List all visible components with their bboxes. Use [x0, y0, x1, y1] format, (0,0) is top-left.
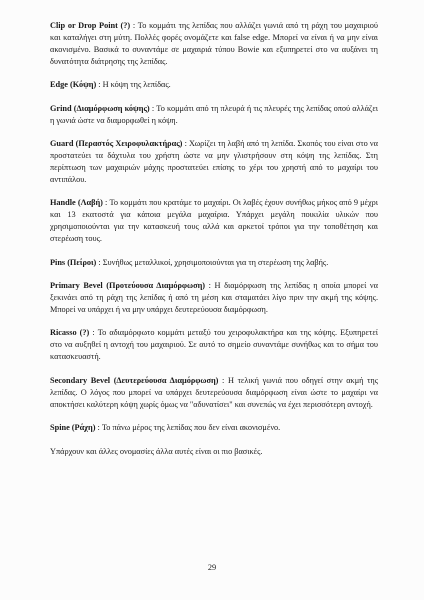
glossary-term: Spine (Ράχη) [50, 423, 96, 432]
glossary-definition: : Το κομμάτι της λεπίδας που αλλάζει γωνιά από τη ράχη του μαχαιριού και καταλήγει στη μύτη. Πολλές φορές ονομάζετε και false edge. Μπορεί να είναι ή να μην είναι ακονισμένο. Βασικά το συναντάμε σε μαχαιριά τύπου Bowie και εξυπηρετεί στο να αυξάνει τη δυνατότητα διάτρησης της λεπίδας. [50, 21, 378, 66]
glossary-term: Edge (Κόψη) [50, 80, 97, 90]
glossary-definition: : Συνήθως μεταλλικοί, χρησιμοποιούνται για τη στερέωση της λαβής. [96, 257, 329, 267]
glossary-content [50, 20, 378, 469]
glossary-definition: : Το κομμάτι που κρατάμε το μαχαίρι. Οι λαβές έχουν συνήθως μήκος από 9 μέχρι και 13 εκατοστά για κάποια μεγάλα μαχαίρια. Υπάρχει μεγάλη ποικιλία υλικών που χρησιμοποιούνται για την κατασκευή τους αλλά και αρκετοί τρόποι για την τοποθέτηση και στερέωση τους. [50, 198, 379, 244]
glossary-entry-guard [50, 138, 378, 186]
closing-paragraph: Υπάρχουν και άλλες ονομασίες άλλα αυτές είναι οι πιο βασικές. [50, 446, 263, 456]
glossary-entry-primary-bevel [50, 280, 378, 316]
glossary-term: Guard (Περαστός Χειροφυλακτήρας) [50, 139, 183, 149]
glossary-entry-secondary-bevel [50, 375, 378, 411]
page-number: 29 [207, 563, 217, 572]
glossary-definition: : Η τελική γωνιά που οδηγεί στην ακμή της λεπίδας. Ο λόγος που μπορεί να υπάρχει δευτερεύουσα διαμόρφωση είναι ώστε το μαχαίρι να αποκτήσει καλύτερη κόψη χωρίς όμως να "αδυνατίσει" και συνεπώς να έχει περισσότερη αντοχή. [50, 375, 379, 409]
glossary-entry-grind [50, 103, 378, 127]
glossary-term: Clip or Drop Point (?) [50, 21, 131, 30]
glossary-definition: : Η διαμόρφωση της λεπίδας η οποία μπορεί να ξεκινάει από τη ράχη της λεπίδας ή από τη μέση και σταματάει λίγο πριν την ακμή της κόψης. Μπορεί να υπάρχει ή να μην υπάρχει δευτερεύουσα διαμόρφωση. [50, 281, 378, 314]
glossary-entry-handle [50, 197, 378, 245]
glossary-entry-pins [50, 257, 378, 269]
glossary-term: Primary Bevel (Προτεύουσα Διαμόρφωση) [50, 281, 206, 291]
glossary-definition: : Το αδιαμόρφωτο κομμάτι μεταξύ του χειροφυλακτήρα και της κόψης. Εξυπηρετεί στο να αυξηθεί η αντοχή του μαχαιριού. Σε αυτό το σημείο συναντάμε συνήθως και το σήμα του κατασκευαστή. [50, 328, 378, 362]
glossary-definition: : Η κόψη της λεπίδας. [96, 80, 171, 90]
glossary-definition: : Χωρίζει τη λαβή από τη λεπίδα. Σκοπός του είναι στο να προστατεύει τα δάχτυλα του χρήστη ώστε να μην γλιστρήσουν στη κόψη της λεπίδας. Στη περίπτωση των μαχαιριών μάχης προστατεύει επίσης το χέρι του χρηστή από το μαχαίρι του αντιπάλου. [50, 139, 378, 184]
glossary-term: Grind (Διαμόρφωση κόψης) [50, 103, 150, 113]
glossary-term: Ricasso (?) [50, 328, 90, 338]
glossary-entry-ricasso [50, 327, 378, 363]
glossary-term: Pins (Πείροι) [50, 257, 97, 267]
glossary-term: Secondary Bevel (Δευτερεύουσα Διαμόρφωση) [50, 375, 219, 385]
glossary-term: Handle (Λαβή) [50, 198, 103, 208]
glossary-entry-edge [50, 79, 378, 91]
glossary-entry-spine [50, 422, 378, 434]
glossary-definition: : Το κομμάτι από τη πλευρά ή τις πλευρές της λεπίδας οπού αλλάζει η γωνιά ώστε να διαμορφωθεί η κόψη. [50, 103, 378, 125]
glossary-definition: : Το πάνω μέρος της λεπίδας που δεν είναι ακονισμένο. [95, 423, 281, 432]
glossary-entry-clip-point [50, 20, 378, 68]
